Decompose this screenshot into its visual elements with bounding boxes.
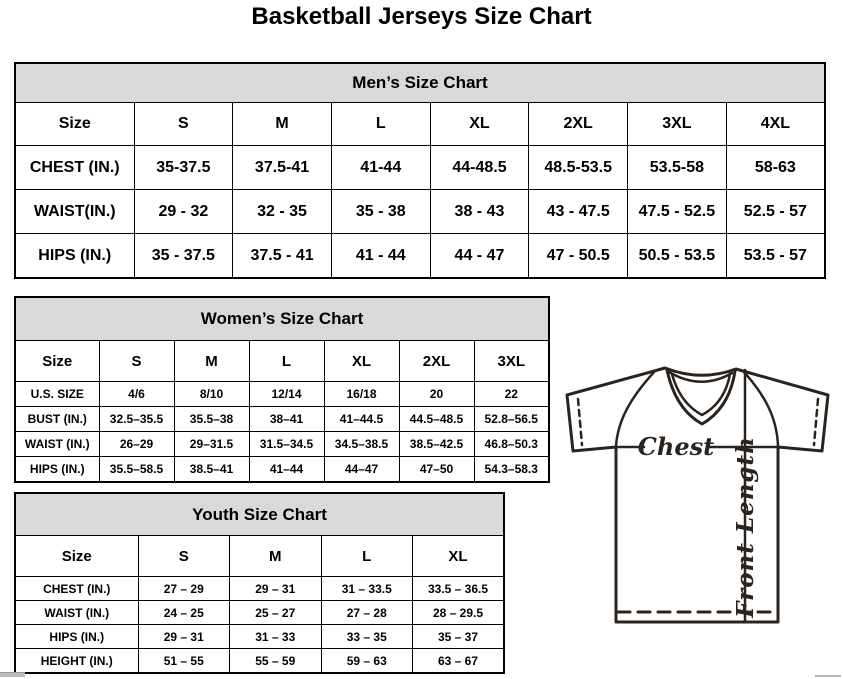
womens-cell-2-3: 34.5–38.5 — [324, 432, 399, 457]
mens-cell-0-6: 58-63 — [726, 146, 825, 190]
womens-cell-1-5: 52.8–56.5 — [474, 407, 549, 432]
mens-cell-0-0: 35-37.5 — [134, 146, 233, 190]
womens-cell-1-1: 35.5–38 — [174, 407, 249, 432]
youth-row-1 — [15, 601, 504, 625]
mens-cell-0-1: 37.5-41 — [233, 146, 332, 190]
youth-cell-1-1: 25 – 27 — [230, 601, 322, 625]
youth-row-label-3: HEIGHT (IN.) — [15, 649, 138, 674]
mens-row-0 — [15, 146, 825, 190]
youth-cell-2-0: 29 – 31 — [138, 625, 230, 649]
womens-cell-0-0: 4/6 — [99, 382, 174, 407]
womens-row-label-0: U.S. SIZE — [15, 382, 99, 407]
mens-col-header-0: Size — [15, 103, 134, 146]
womens-row-0 — [15, 382, 549, 407]
youth-cell-2-2: 33 – 35 — [321, 625, 413, 649]
womens-cell-0-5: 22 — [474, 382, 549, 407]
womens-cell-1-3: 41–44.5 — [324, 407, 399, 432]
youth-size-chart-table — [14, 492, 505, 674]
youth-row-label-2: HIPS (IN.) — [15, 625, 138, 649]
womens-cell-3-4: 47–50 — [399, 457, 474, 483]
youth-row-label-1: WAIST (IN.) — [15, 601, 138, 625]
page-title: Basketball Jerseys Size Chart — [251, 3, 592, 30]
front-length-measure-label: Front Length — [732, 436, 759, 618]
mens-cell-1-0: 29 - 32 — [134, 190, 233, 234]
mens-cell-1-2: 35 - 38 — [331, 190, 430, 234]
mens-row-label-2: HIPS (IN.) — [15, 234, 134, 279]
mens-cell-1-4: 43 - 47.5 — [529, 190, 628, 234]
mens-cell-1-1: 32 - 35 — [233, 190, 332, 234]
womens-cell-0-3: 16/18 — [324, 382, 399, 407]
horizontal-scrollbar-fragment-right[interactable] — [815, 675, 841, 677]
womens-cell-3-1: 38.5–41 — [174, 457, 249, 483]
mens-table-title: Men’s Size Chart — [15, 63, 825, 103]
womens-cell-0-4: 20 — [399, 382, 474, 407]
youth-col-header-1: S — [138, 536, 230, 577]
youth-cell-0-0: 27 – 29 — [138, 577, 230, 601]
jersey-left-cuff-dashed-line — [578, 399, 582, 445]
womens-cell-2-0: 26–29 — [99, 432, 174, 457]
mens-cell-2-1: 37.5 - 41 — [233, 234, 332, 279]
mens-cell-2-2: 41 - 44 — [331, 234, 430, 279]
mens-cell-2-6: 53.5 - 57 — [726, 234, 825, 279]
youth-cell-1-0: 24 – 25 — [138, 601, 230, 625]
womens-cell-3-0: 35.5–58.5 — [99, 457, 174, 483]
youth-row-3 — [15, 649, 504, 674]
youth-table-title: Youth Size Chart — [15, 493, 504, 536]
youth-col-header-2: M — [230, 536, 322, 577]
womens-cell-3-5: 54.3–58.3 — [474, 457, 549, 483]
womens-cell-0-1: 8/10 — [174, 382, 249, 407]
womens-row-2 — [15, 432, 549, 457]
youth-cell-1-3: 28 – 29.5 — [413, 601, 505, 625]
womens-col-header-6: 3XL — [474, 341, 549, 382]
womens-row-label-2: WAIST (IN.) — [15, 432, 99, 457]
mens-size-chart-table — [14, 62, 826, 279]
jersey-right-armhole-seam — [743, 371, 778, 446]
womens-cell-2-2: 31.5–34.5 — [249, 432, 324, 457]
youth-cell-3-3: 63 – 67 — [413, 649, 505, 674]
womens-row-3 — [15, 457, 549, 483]
horizontal-scrollbar-fragment-left[interactable] — [0, 672, 25, 677]
womens-cell-1-0: 32.5–35.5 — [99, 407, 174, 432]
youth-cell-3-0: 51 – 55 — [138, 649, 230, 674]
youth-cell-2-3: 35 – 37 — [413, 625, 505, 649]
mens-col-header-5: 2XL — [529, 103, 628, 146]
youth-cell-0-3: 33.5 – 36.5 — [413, 577, 505, 601]
womens-cell-1-4: 44.5–48.5 — [399, 407, 474, 432]
womens-cell-3-2: 41–44 — [249, 457, 324, 483]
mens-cell-2-3: 44 - 47 — [430, 234, 529, 279]
womens-cell-2-4: 38.5–42.5 — [399, 432, 474, 457]
youth-cell-1-2: 27 – 28 — [321, 601, 413, 625]
mens-cell-1-6: 52.5 - 57 — [726, 190, 825, 234]
mens-col-header-2: M — [233, 103, 332, 146]
mens-col-header-3: L — [331, 103, 430, 146]
jersey-outline — [567, 368, 828, 622]
youth-cell-3-1: 55 – 59 — [230, 649, 322, 674]
youth-cell-3-2: 59 – 63 — [321, 649, 413, 674]
mens-col-header-7: 4XL — [726, 103, 825, 146]
youth-row-label-0: CHEST (IN.) — [15, 577, 138, 601]
womens-col-header-1: S — [99, 341, 174, 382]
womens-col-header-5: 2XL — [399, 341, 474, 382]
mens-cell-1-3: 38 - 43 — [430, 190, 529, 234]
womens-cell-1-2: 38–41 — [249, 407, 324, 432]
womens-size-chart-table — [14, 296, 550, 483]
mens-row-label-0: CHEST (IN.) — [15, 146, 134, 190]
womens-table-title: Women’s Size Chart — [15, 297, 549, 341]
mens-row-label-1: WAIST(IN.) — [15, 190, 134, 234]
womens-col-header-2: M — [174, 341, 249, 382]
mens-cell-0-4: 48.5-53.5 — [529, 146, 628, 190]
youth-row-0 — [15, 577, 504, 601]
mens-col-header-1: S — [134, 103, 233, 146]
mens-col-header-6: 3XL — [628, 103, 727, 146]
mens-cell-2-5: 50.5 - 53.5 — [628, 234, 727, 279]
mens-cell-0-2: 41-44 — [331, 146, 430, 190]
youth-col-header-0: Size — [15, 536, 138, 577]
mens-row-2 — [15, 234, 825, 279]
youth-cell-0-1: 29 – 31 — [230, 577, 322, 601]
mens-cell-2-4: 47 - 50.5 — [529, 234, 628, 279]
youth-col-header-3: L — [321, 536, 413, 577]
womens-cell-0-2: 12/14 — [249, 382, 324, 407]
youth-row-2 — [15, 625, 504, 649]
mens-cell-2-0: 35 - 37.5 — [134, 234, 233, 279]
jersey-collar-outer-v — [667, 370, 735, 424]
womens-cell-3-3: 44–47 — [324, 457, 399, 483]
mens-cell-1-5: 47.5 - 52.5 — [628, 190, 727, 234]
womens-col-header-3: L — [249, 341, 324, 382]
mens-cell-0-3: 44-48.5 — [430, 146, 529, 190]
womens-col-header-4: XL — [324, 341, 399, 382]
chest-measure-label: Chest — [637, 432, 715, 461]
womens-row-1 — [15, 407, 549, 432]
womens-cell-2-1: 29–31.5 — [174, 432, 249, 457]
womens-row-label-3: HIPS (IN.) — [15, 457, 99, 483]
womens-col-header-0: Size — [15, 341, 99, 382]
youth-cell-2-1: 31 – 33 — [230, 625, 322, 649]
jersey-right-cuff-dashed-line — [814, 399, 818, 445]
womens-row-label-1: BUST (IN.) — [15, 407, 99, 432]
youth-col-header-4: XL — [413, 536, 505, 577]
mens-cell-0-5: 53.5-58 — [628, 146, 727, 190]
mens-row-1 — [15, 190, 825, 234]
mens-col-header-4: XL — [430, 103, 529, 146]
womens-cell-2-5: 46.8–50.3 — [474, 432, 549, 457]
jersey-measurement-diagram — [556, 358, 842, 638]
youth-cell-0-2: 31 – 33.5 — [321, 577, 413, 601]
